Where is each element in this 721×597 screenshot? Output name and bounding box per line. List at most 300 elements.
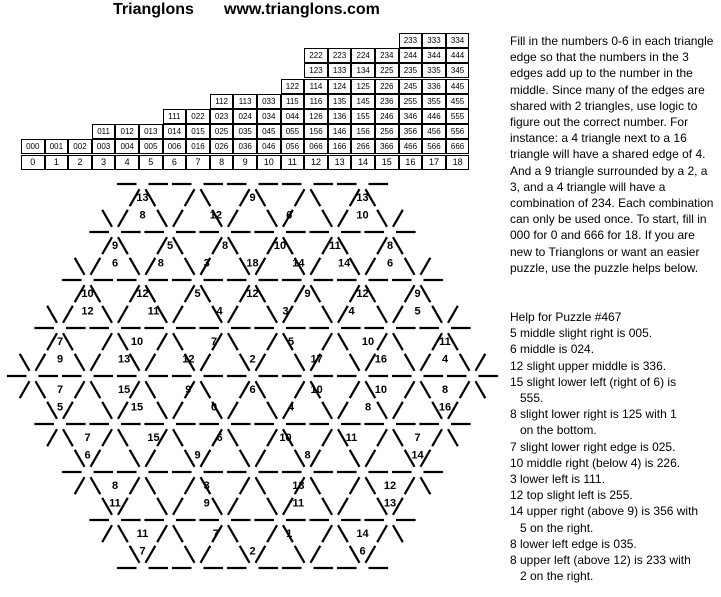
combo-cell: 005 [139, 139, 163, 154]
combo-cell: 266 [351, 139, 375, 154]
edge-slot[interactable] [228, 333, 238, 350]
edge-slot[interactable] [421, 354, 431, 371]
edge-slot[interactable] [311, 285, 321, 302]
triangle-target-number: 8 [386, 239, 394, 252]
edge-slot[interactable] [322, 210, 332, 227]
edge-slot[interactable] [228, 525, 238, 542]
edge-slot[interactable] [267, 402, 277, 419]
edge-slot[interactable] [201, 354, 211, 371]
edge-slot[interactable] [295, 189, 305, 206]
edge-slot[interactable] [146, 546, 156, 563]
triangle-target-number: 16 [374, 353, 387, 366]
edge-slot[interactable] [185, 546, 195, 563]
sum-index-cell: 16 [399, 155, 423, 170]
edge-slot[interactable] [102, 429, 112, 446]
site-url: www.trianglons.com [224, 1, 380, 18]
edge-slot[interactable] [295, 381, 305, 398]
help-title: Help for Puzzle #467 [510, 310, 622, 324]
edge-slot[interactable] [405, 354, 415, 371]
edge-slot[interactable] [350, 381, 360, 398]
edge-slot[interactable] [311, 258, 321, 275]
combo-cell: 335 [422, 63, 446, 78]
edge-slot[interactable] [476, 354, 486, 371]
combo-cell: 146 [328, 124, 352, 139]
triangle-target-number: 10 [279, 431, 292, 444]
triangle-target-number: 12 [246, 287, 259, 300]
edge-slot[interactable] [448, 306, 458, 323]
combo-cell: 666 [446, 139, 470, 154]
edge-slot[interactable] [393, 306, 403, 323]
sum-index-cell: 5 [139, 155, 163, 170]
sum-index-cell: 11 [281, 155, 305, 170]
triangle-target-number: 6 [359, 545, 366, 558]
edge-slot[interactable] [146, 450, 156, 467]
edge-slot[interactable] [130, 546, 140, 563]
edge-slot[interactable] [405, 285, 415, 302]
triangle-target-number: 5 [56, 401, 64, 414]
edge-slot[interactable] [157, 498, 167, 515]
edge-slot[interactable] [311, 450, 321, 467]
edge-slot[interactable] [267, 525, 277, 542]
edge-slot[interactable] [228, 498, 238, 515]
edge-slot[interactable] [130, 477, 140, 494]
sum-index-cell: 15 [375, 155, 399, 170]
edge-slot[interactable] [421, 381, 431, 398]
edge-slot[interactable] [322, 525, 332, 542]
edge-slot[interactable] [295, 285, 305, 302]
edge-slot[interactable] [366, 546, 376, 563]
edge-slot[interactable] [405, 258, 415, 275]
combo-cell: 035 [233, 124, 257, 139]
triangle-target-number: 10 [374, 383, 387, 396]
combo-cell: 155 [351, 109, 375, 124]
combo-cell: 125 [351, 79, 375, 94]
edge-slot[interactable] [47, 333, 57, 350]
triangle-target-number: 8 [157, 257, 164, 270]
combo-cell: 344 [422, 48, 446, 63]
triangle-target-number: 14 [292, 257, 305, 270]
edge-slot[interactable] [377, 402, 387, 419]
edge-slot[interactable] [118, 525, 128, 542]
edge-slot[interactable] [118, 429, 128, 446]
edge-slot[interactable] [185, 285, 195, 302]
edge-slot[interactable] [75, 381, 85, 398]
edge-slot[interactable] [350, 450, 360, 467]
edge-slot[interactable] [102, 333, 112, 350]
edge-slot[interactable] [240, 546, 250, 563]
help-line: 7 slight lower right edge is 025. [510, 439, 676, 454]
edge-slot[interactable] [47, 306, 57, 323]
triangle-target-number: 6 [111, 257, 119, 270]
combo-cell: 136 [328, 109, 352, 124]
combo-cell: 226 [375, 79, 399, 94]
triangle-target-number: 5 [194, 287, 201, 300]
edge-slot[interactable] [91, 450, 101, 467]
combo-cell: 055 [281, 124, 305, 139]
edge-slot[interactable] [350, 258, 360, 275]
edge-slot[interactable] [377, 237, 387, 254]
edge-slot[interactable] [421, 258, 431, 275]
edge-slot[interactable] [91, 258, 101, 275]
combo-cell: 026 [210, 139, 234, 154]
edge-slot[interactable] [63, 333, 73, 350]
edge-slot[interactable] [322, 402, 332, 419]
edge-slot[interactable] [350, 354, 360, 371]
edge-slot[interactable] [256, 450, 266, 467]
triangle-target-number: 18 [246, 257, 259, 270]
edge-slot[interactable] [201, 450, 211, 467]
combo-cell: 566 [422, 139, 446, 154]
triangle-target-number: 13 [292, 479, 305, 492]
help-line: 5 middle slight right is 005. [510, 326, 653, 341]
combo-cell: 334 [446, 33, 470, 48]
triangle-target-number: 9 [194, 449, 201, 462]
edge-slot[interactable] [146, 477, 156, 494]
edge-slot[interactable] [212, 237, 222, 254]
edge-slot[interactable] [393, 333, 403, 350]
combo-cell: 045 [257, 124, 281, 139]
edge-slot[interactable] [267, 333, 277, 350]
edge-slot[interactable] [228, 402, 238, 419]
help-line: 8 upper left (above 12) is 233 with [510, 553, 691, 568]
triangle-target-number: 14 [338, 257, 351, 270]
edge-slot[interactable] [432, 429, 442, 446]
edge-slot[interactable] [146, 354, 156, 371]
combo-cell: 256 [375, 124, 399, 139]
combo-cell: 233 [399, 33, 423, 48]
edge-slot[interactable] [405, 381, 415, 398]
edge-slot[interactable] [185, 477, 195, 494]
edge-slot[interactable] [350, 546, 360, 563]
combination-table [0, 0, 497, 170]
triangle-target-number: 1 [286, 527, 293, 540]
edge-slot[interactable] [75, 258, 85, 275]
triangle-target-number: 9 [56, 353, 64, 366]
triangle-target-number: 10 [130, 335, 144, 348]
triangle-target-number: 12 [136, 287, 149, 300]
edge-slot[interactable] [421, 477, 431, 494]
instructions-text: Fill in the numbers 0-6 in each triangle edge so that the numbers in the 3 edges add up to the number in the middle. Since many of the edges are shared with 2 triangles, use logic to figure out the correct number. For instance: a 4 triangle next to a 16 triangle will have a shared edge of 4. And a 9 triangle surrounded by a 2, a 3, and a 4 triangle will have a combination of 234. Each combination can only be used once. To start, fill in 000 for 0 and 666 for 18. If you are new to Trianglons or want an easier puzzle, use the puzzle helps below. [510, 34, 714, 275]
triangle-target-number: 15 [147, 431, 160, 444]
edge-slot[interactable] [75, 354, 85, 371]
edge-slot[interactable] [185, 258, 195, 275]
triangle-target-number: 4 [216, 305, 223, 318]
combo-cell: 145 [351, 94, 375, 109]
sum-index-cell: 13 [328, 155, 352, 170]
edge-slot[interactable] [130, 381, 140, 398]
edge-slot[interactable] [201, 189, 211, 206]
edge-slot[interactable] [201, 285, 211, 302]
triangle-target-number: 14 [411, 449, 424, 462]
edge-slot[interactable] [256, 546, 266, 563]
combo-cell: 135 [328, 94, 352, 109]
edge-slot[interactable] [322, 333, 332, 350]
triangle-target-number: 4 [287, 401, 295, 414]
combo-cell: 123 [304, 63, 328, 78]
edge-slot[interactable] [322, 306, 332, 323]
edge-slot[interactable] [102, 525, 112, 542]
edge-slot[interactable] [228, 237, 238, 254]
edge-slot[interactable] [228, 210, 238, 227]
sum-index-cell: 10 [257, 155, 281, 170]
edge-slot[interactable] [460, 354, 470, 371]
edge-slot[interactable] [146, 381, 156, 398]
triangle-target-number: 3 [282, 305, 289, 318]
edge-slot[interactable] [256, 354, 266, 371]
combo-cell: 466 [399, 139, 423, 154]
edge-slot[interactable] [256, 189, 266, 206]
combo-cell: 033 [257, 94, 281, 109]
edge-slot[interactable] [350, 477, 360, 494]
triangle-target-number: 5 [414, 305, 421, 318]
edge-slot[interactable] [338, 525, 348, 542]
edge-slot[interactable] [91, 381, 101, 398]
edge-slot[interactable] [157, 402, 167, 419]
combo-cell: 133 [328, 63, 352, 78]
edge-slot[interactable] [102, 306, 112, 323]
edge-slot[interactable] [240, 450, 250, 467]
edge-slot[interactable] [20, 381, 30, 398]
combo-cell: 022 [186, 109, 210, 124]
triangle-target-number: 13 [383, 497, 397, 510]
edge-slot[interactable] [338, 333, 348, 350]
triangle-target-number: 6 [286, 209, 293, 222]
edge-slot[interactable] [212, 498, 222, 515]
sum-index-cell: 7 [186, 155, 210, 170]
triangle-target-number: 13 [136, 191, 149, 204]
triangle-target-number: 10 [310, 383, 323, 396]
triangle-target-number: 8 [441, 383, 449, 396]
triangle-target-number: 9 [185, 383, 192, 396]
edge-slot[interactable] [267, 210, 277, 227]
edge-slot[interactable] [393, 210, 403, 227]
edge-slot[interactable] [366, 450, 376, 467]
edge-slot[interactable] [366, 258, 376, 275]
combo-cell: 223 [328, 48, 352, 63]
triangle-target-number: 13 [356, 191, 369, 204]
edge-slot[interactable] [322, 429, 332, 446]
edge-slot[interactable] [432, 306, 442, 323]
combo-cell: 446 [422, 109, 446, 124]
edge-slot[interactable] [118, 333, 128, 350]
edge-slot[interactable] [377, 429, 387, 446]
triangle-target-number: 8 [304, 449, 311, 462]
combo-cell: 025 [210, 124, 234, 139]
combo-cell: 236 [375, 94, 399, 109]
edge-slot[interactable] [36, 354, 46, 371]
triangle-target-number: 7 [210, 335, 218, 348]
combo-cell: 006 [163, 139, 187, 154]
edge-slot[interactable] [173, 525, 183, 542]
triangle-target-number: 12 [356, 287, 369, 300]
edge-slot[interactable] [377, 306, 387, 323]
combo-cell: 115 [281, 94, 305, 109]
edge-slot[interactable] [146, 258, 156, 275]
help-line: 15 slight lower left (right of 6) is [510, 374, 677, 389]
edge-slot[interactable] [47, 429, 57, 446]
triangle-target-number: 8 [364, 401, 372, 414]
triangle-target-number: 11 [109, 497, 121, 510]
triangle-target-number: 10 [81, 287, 94, 300]
edge-slot[interactable] [377, 333, 387, 350]
sum-index-cell: 6 [163, 155, 187, 170]
triangle-target-number: 9 [414, 287, 421, 300]
edge-slot[interactable] [157, 333, 167, 350]
combo-cell: 016 [186, 139, 210, 154]
triangle-target-number: 11 [329, 239, 341, 252]
edge-slot[interactable] [295, 354, 305, 371]
triangle-target-number: 10 [356, 209, 369, 222]
edge-slot[interactable] [91, 477, 101, 494]
edge-slot[interactable] [173, 498, 183, 515]
edge-slot[interactable] [267, 429, 277, 446]
edge-slot[interactable] [338, 498, 348, 515]
edge-slot[interactable] [173, 237, 183, 254]
edge-slot[interactable] [157, 525, 167, 542]
combo-cell: 224 [351, 48, 375, 63]
edge-slot[interactable] [338, 210, 348, 227]
combo-cell: 122 [281, 79, 305, 94]
edge-slot[interactable] [295, 450, 305, 467]
edge-slot[interactable] [185, 189, 195, 206]
edge-slot[interactable] [173, 429, 183, 446]
combo-cell: 114 [304, 79, 328, 94]
edge-slot[interactable] [118, 306, 128, 323]
sum-index-cell: 12 [304, 155, 328, 170]
combo-cell: 366 [375, 139, 399, 154]
edge-slot[interactable] [338, 402, 348, 419]
edge-slot[interactable] [118, 210, 128, 227]
edge-slot[interactable] [185, 450, 195, 467]
edge-slot[interactable] [173, 306, 183, 323]
help-section [510, 309, 720, 584]
triangle-target-number: 14 [356, 527, 369, 540]
combo-cell: 124 [328, 79, 352, 94]
combo-cell: 245 [399, 79, 423, 94]
edge-slot[interactable] [47, 402, 57, 419]
combo-cell: 444 [446, 48, 470, 63]
help-line: 6 middle is 024. [510, 342, 595, 357]
edge-slot[interactable] [173, 402, 183, 419]
combo-cell: 066 [304, 139, 328, 154]
sum-index-cell: 2 [68, 155, 92, 170]
edge-slot[interactable] [228, 429, 238, 446]
puzzle-board [0, 172, 505, 597]
triangle-target-number: 9 [249, 191, 256, 204]
combo-cell: 246 [375, 109, 399, 124]
edge-slot[interactable] [173, 210, 183, 227]
edge-slot[interactable] [448, 429, 458, 446]
triangle-target-number: 8 [139, 209, 146, 222]
edge-slot[interactable] [157, 210, 167, 227]
edge-slot[interactable] [256, 381, 266, 398]
edge-slot[interactable] [91, 354, 101, 371]
combo-cell: 012 [115, 124, 139, 139]
edge-slot[interactable] [118, 402, 128, 419]
edge-slot[interactable] [228, 306, 238, 323]
triangle-target-number: 7 [139, 545, 146, 558]
triangle-target-number: 6 [249, 383, 256, 396]
edge-slot[interactable] [338, 306, 348, 323]
edge-slot[interactable] [460, 381, 470, 398]
edge-slot[interactable] [102, 402, 112, 419]
edge-slot[interactable] [130, 258, 140, 275]
edge-slot[interactable] [240, 189, 250, 206]
edge-slot[interactable] [102, 210, 112, 227]
edge-slot[interactable] [476, 381, 486, 398]
edge-slot[interactable] [63, 402, 73, 419]
edge-slot[interactable] [393, 402, 403, 419]
edge-slot[interactable] [322, 498, 332, 515]
combo-cell: 056 [281, 139, 305, 154]
combo-cell: 001 [45, 139, 69, 154]
combo-cell: 000 [21, 139, 45, 154]
triangle-target-number: 0 [210, 401, 218, 414]
edge-slot[interactable] [256, 477, 266, 494]
edge-slot[interactable] [20, 354, 30, 371]
edge-slot[interactable] [377, 210, 387, 227]
edge-slot[interactable] [240, 381, 250, 398]
edge-slot[interactable] [311, 477, 321, 494]
triangle-target-number: 9 [203, 497, 210, 510]
triangle-target-number: 3 [203, 257, 210, 270]
combo-cell: 244 [399, 48, 423, 63]
edge-slot[interactable] [311, 546, 321, 563]
combo-cell: 034 [257, 109, 281, 124]
edge-slot[interactable] [130, 354, 140, 371]
edge-slot[interactable] [118, 237, 128, 254]
help-line: 10 middle right (below 4) is 226. [510, 455, 681, 470]
edge-slot[interactable] [393, 237, 403, 254]
triangle-target-number: 12 [383, 479, 397, 492]
triangle-target-number: 6 [84, 449, 91, 462]
edge-slot[interactable] [311, 189, 321, 206]
edge-slot[interactable] [366, 477, 376, 494]
edge-slot[interactable] [157, 237, 167, 254]
edge-slot[interactable] [377, 525, 387, 542]
triangle-target-number: 15 [118, 383, 131, 396]
edge-slot[interactable] [130, 450, 140, 467]
edge-slot[interactable] [295, 546, 305, 563]
edge-slot[interactable] [240, 354, 250, 371]
edge-slot[interactable] [421, 285, 431, 302]
edge-slot[interactable] [240, 477, 250, 494]
edge-slot[interactable] [201, 546, 211, 563]
edge-slot[interactable] [102, 237, 112, 254]
edge-slot[interactable] [36, 381, 46, 398]
triangle-target-number: 12 [182, 353, 195, 366]
sum-index-cell: 4 [115, 155, 139, 170]
combo-cell: 455 [446, 94, 470, 109]
edge-slot[interactable] [173, 333, 183, 350]
edge-slot[interactable] [405, 477, 415, 494]
triangle-target-number: 9 [111, 239, 119, 252]
edge-slot[interactable] [393, 525, 403, 542]
edge-slot[interactable] [75, 450, 85, 467]
edge-slot[interactable] [75, 477, 85, 494]
triangle-target-number: 11 [292, 497, 305, 510]
edge-slot[interactable] [283, 498, 293, 515]
edge-slot[interactable] [63, 306, 73, 323]
edge-slot[interactable] [393, 429, 403, 446]
edge-slot[interactable] [201, 381, 211, 398]
edge-slot[interactable] [267, 306, 277, 323]
combo-cell: 024 [233, 109, 257, 124]
triangle-target-number: 11 [147, 305, 160, 318]
edge-slot[interactable] [267, 498, 277, 515]
edge-slot[interactable] [63, 429, 73, 446]
triangle-target-number: 12 [81, 305, 94, 318]
